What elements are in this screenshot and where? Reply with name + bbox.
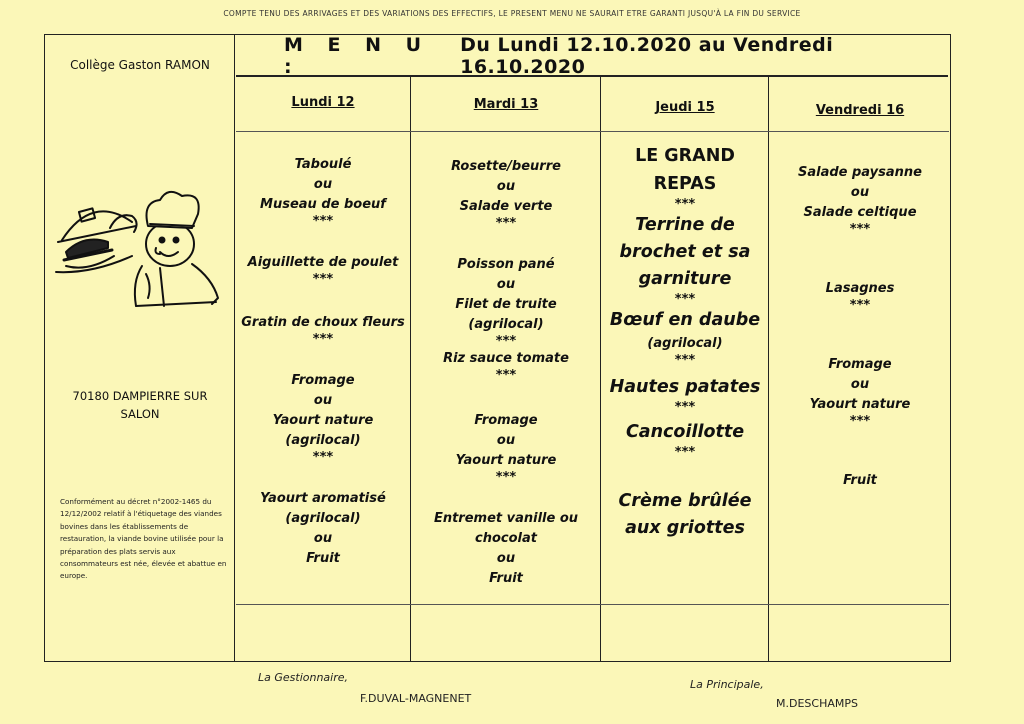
school-address xyxy=(46,387,234,423)
separator: *** xyxy=(849,298,871,313)
menu-item: ou xyxy=(313,177,333,192)
separator: *** xyxy=(495,334,517,349)
day-header-jeudi: Jeudi 15 xyxy=(655,100,715,115)
day-header-lundi: Lundi 12 xyxy=(291,95,355,110)
separator: *** xyxy=(312,272,334,287)
menu-item: Poisson pané xyxy=(457,257,555,272)
school-name: Collège Gaston RAMON xyxy=(70,58,210,72)
menu-item: Yaourt aromatisé xyxy=(260,491,386,506)
menu-item: chocolat xyxy=(475,531,537,546)
menu-item: Rosette/beurre xyxy=(451,159,561,174)
lundi-menu xyxy=(236,155,410,569)
separator: *** xyxy=(849,222,871,237)
menu-item: Fromage xyxy=(474,413,538,428)
menu-title xyxy=(236,34,948,78)
chef-illustration xyxy=(52,182,222,310)
menu-item: Fruit xyxy=(843,473,877,488)
menu-item: Cancoillotte xyxy=(625,422,745,442)
address-line: 70180 DAMPIERRE SUR xyxy=(72,389,208,403)
menu-item: brochet et sa xyxy=(619,242,751,262)
menu-item: ou xyxy=(850,377,870,392)
menu-item: ou xyxy=(496,179,516,194)
menu-item: Salade verte xyxy=(459,199,553,214)
menu-item: Taboulé xyxy=(294,157,352,172)
menu-item: Crème brûlée xyxy=(618,491,752,511)
menu-item: Bœuf en daube xyxy=(609,310,761,330)
separator: *** xyxy=(312,450,334,465)
principale-role: La Principale, xyxy=(690,678,764,691)
menu-item: ou xyxy=(313,393,333,408)
menu-item: Yaourt nature xyxy=(809,397,911,412)
menu-item: Museau de boeuf xyxy=(260,197,386,212)
menu-date-range: Du Lundi 12.10.2020 au Vendredi 16.10.2020 xyxy=(460,34,834,78)
menu-item: (agrilocal) xyxy=(285,433,361,448)
separator: *** xyxy=(312,214,334,229)
menu-item: Filet de truite xyxy=(455,297,557,312)
menu-item: Gratin de choux fleurs xyxy=(241,315,405,330)
separator: *** xyxy=(674,197,696,212)
menu-item: ou xyxy=(496,433,516,448)
menu-item: ou xyxy=(850,185,870,200)
vendredi-menu xyxy=(770,163,950,491)
footer-row-divider xyxy=(236,604,949,605)
menu-item: Entremet vanille ou xyxy=(433,511,579,526)
principale-name: M.DESCHAMPS xyxy=(776,697,858,710)
menu-item: aux griottes xyxy=(625,518,745,538)
menu-item: Riz sauce tomate xyxy=(443,351,569,366)
menu-item: Terrine de xyxy=(635,215,735,235)
menu-item: Fromage xyxy=(291,373,355,388)
beef-origin-notice: Conformément au décret n°2002-1465 du 12/12/2002 relatif à l'étiquetage des viandes bovines dans les établissements de restauration, la viande bovine utilisée pour la préparation des plats servis aux consommateurs est née, élevée et abattue en europe. xyxy=(60,497,227,581)
menu-item: garniture xyxy=(638,269,732,289)
gestionnaire-role: La Gestionnaire, xyxy=(258,671,349,684)
menu-word: M E N U : xyxy=(284,34,431,78)
separator: *** xyxy=(674,353,696,368)
menu-item: Salade celtique xyxy=(803,205,917,220)
menu-item: Fruit xyxy=(489,571,523,586)
header-row-divider xyxy=(236,131,949,132)
jeudi-menu xyxy=(602,142,768,542)
gestionnaire-name: F.DUVAL-MAGNENET xyxy=(360,692,472,705)
column-divider xyxy=(600,77,601,662)
separator: *** xyxy=(674,445,696,460)
menu-item: Hautes patates xyxy=(609,377,761,397)
menu-item: Fromage xyxy=(828,357,892,372)
menu-item: ou xyxy=(496,551,516,566)
column-divider xyxy=(410,77,411,662)
separator: *** xyxy=(849,414,871,429)
left-panel-divider xyxy=(234,34,235,662)
menu-item: LE GRAND xyxy=(635,146,735,166)
column-divider xyxy=(768,77,769,662)
mardi-menu xyxy=(412,157,600,589)
menu-item: REPAS xyxy=(653,174,717,194)
separator: *** xyxy=(495,368,517,383)
separator: *** xyxy=(495,470,517,485)
menu-item: ou xyxy=(313,531,333,546)
separator: *** xyxy=(312,332,334,347)
menu-item: (agrilocal) xyxy=(285,511,361,526)
separator: *** xyxy=(674,400,696,415)
day-header-vendredi: Vendredi 16 xyxy=(815,103,905,118)
separator: *** xyxy=(674,292,696,307)
separator: *** xyxy=(495,216,517,231)
menu-item: Lasagnes xyxy=(825,281,895,296)
menu-item: Aiguillette de poulet xyxy=(247,255,399,270)
menu-item: Salade paysanne xyxy=(797,165,922,180)
menu-item: (agrilocal) xyxy=(647,336,723,351)
day-header-mardi: Mardi 13 xyxy=(473,97,539,112)
service-notice: COMPTE TENU DES ARRIVAGES ET DES VARIATIONS DES EFFECTIFS, LE PRESENT MENU NE SAURAIT ETRE GARANTI JUSQU'À LA FIN DU SERVICE xyxy=(223,9,801,18)
menu-item: Yaourt nature xyxy=(455,453,557,468)
address-line: SALON xyxy=(120,407,160,421)
menu-item: Yaourt nature xyxy=(272,413,374,428)
menu-item: ou xyxy=(496,277,516,292)
menu-item: Fruit xyxy=(306,551,340,566)
menu-item: (agrilocal) xyxy=(468,317,544,332)
